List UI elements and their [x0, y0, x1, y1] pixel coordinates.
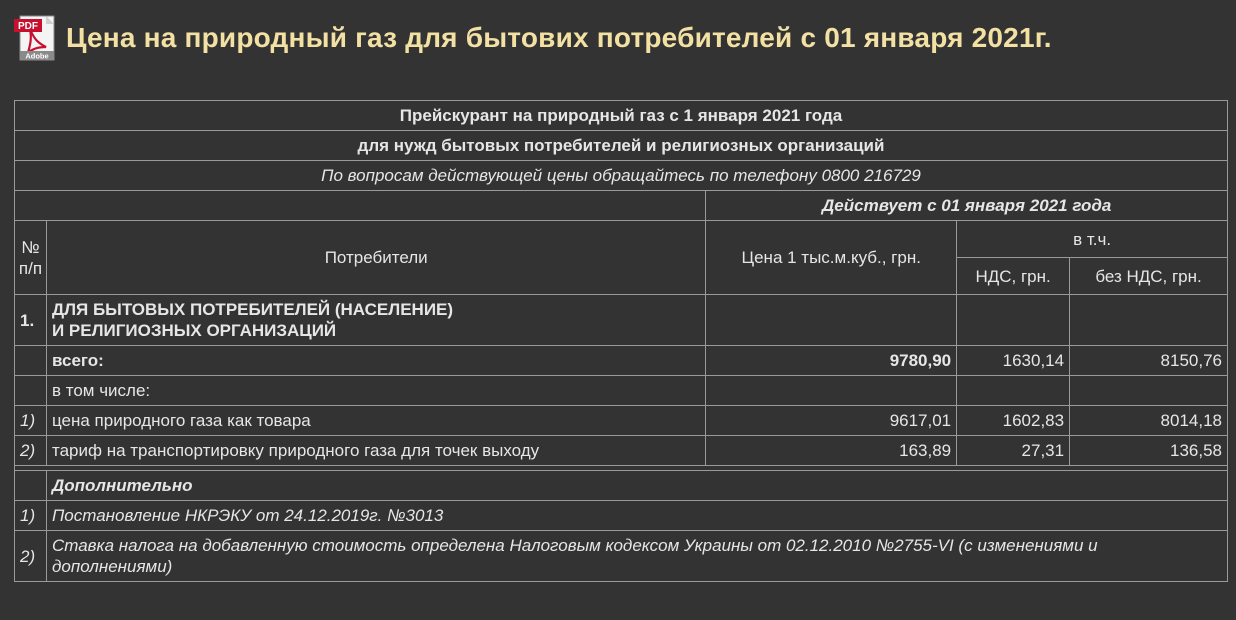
note-num: 2) [15, 531, 47, 582]
empty-cell [706, 295, 957, 346]
contact-note: По вопросам действующей цены обращайтесь по телефону 0800 216729 [15, 161, 1228, 191]
including-label: в том числе: [46, 376, 705, 406]
table-title-row [15, 101, 1228, 131]
page-header [12, 10, 1052, 66]
total-novat: 8150,76 [1070, 346, 1228, 376]
item-label: тариф на транспортировку природного газа для точек выходу [46, 436, 705, 466]
col-consumers-header: Потребители [46, 221, 705, 295]
col-novat-header: без НДС, грн. [1070, 258, 1228, 295]
additional-row [15, 471, 1228, 501]
table-row [15, 436, 1228, 466]
item-novat: 8014,18 [1070, 406, 1228, 436]
section-title-line2: И РЕЛИГИОЗНЫХ ОРГАНИЗАЦИЙ [51, 321, 337, 340]
item-num: 2) [15, 436, 47, 466]
section-row [15, 295, 1228, 346]
empty-cell [1070, 376, 1228, 406]
effective-date: Действует с 01 января 2021 года [706, 191, 1228, 221]
note-text: Ставка налога на добавленную стоимость определена Налоговым кодексом Украины от 02.12.2010 №2755-VI (с изменениями и дополнениями) [46, 531, 1227, 582]
page-title: Цена на природный газ для бытових потребителей с 01 января 2021г. [66, 22, 1052, 53]
note-num: 1) [15, 501, 47, 531]
empty-cell [1070, 295, 1228, 346]
empty-cell [957, 376, 1070, 406]
note-text: Постановление НКРЭКУ от 24.12.2019г. №3013 [46, 501, 1227, 531]
note-row [15, 531, 1228, 582]
col-price-header: Цена 1 тыс.м.куб., грн. [706, 221, 957, 295]
including-row [15, 376, 1228, 406]
table-subtitle: для нужд бытовых потребителей и религиозных организаций [15, 131, 1228, 161]
additional-title: Дополнительно [46, 471, 1227, 501]
item-num: 1) [15, 406, 47, 436]
empty-cell [957, 295, 1070, 346]
empty-cell [15, 346, 47, 376]
note-row [15, 501, 1228, 531]
price-table [14, 100, 1228, 582]
pdf-adobe-icon[interactable] [12, 13, 58, 63]
section-title-line1: ДЛЯ БЫТОВЫХ ПОТРЕБИТЕЛЕЙ (НАСЕЛЕНИЕ) [51, 300, 454, 319]
empty-cell [706, 376, 957, 406]
section-num: 1. [15, 295, 47, 346]
col-vat-header: НДС, грн. [957, 258, 1070, 295]
table-row [15, 406, 1228, 436]
total-vat: 1630,14 [957, 346, 1070, 376]
col-num-header: № п/п [15, 221, 47, 295]
total-row [15, 346, 1228, 376]
item-vat: 1602,83 [957, 406, 1070, 436]
total-label: всего: [46, 346, 705, 376]
empty-cell [15, 376, 47, 406]
item-label: цена природного газа как товара [46, 406, 705, 436]
empty-cell [15, 471, 47, 501]
item-novat: 136,58 [1070, 436, 1228, 466]
item-price: 9617,01 [706, 406, 957, 436]
col-incl-header: в т.ч. [957, 221, 1228, 258]
total-price: 9780,90 [706, 346, 957, 376]
pdf-icon-label: PDF [18, 21, 38, 32]
effective-row [15, 191, 1228, 221]
table-contact-row [15, 161, 1228, 191]
adobe-icon-label: Adobe [25, 51, 49, 61]
table-subtitle-row [15, 131, 1228, 161]
item-price: 163,89 [706, 436, 957, 466]
empty-cell [15, 191, 706, 221]
section-title [46, 295, 705, 346]
item-vat: 27,31 [957, 436, 1070, 466]
table-title: Прейскурант на природный газ с 1 января 2021 года [15, 101, 1228, 131]
header-row-1 [15, 221, 1228, 258]
